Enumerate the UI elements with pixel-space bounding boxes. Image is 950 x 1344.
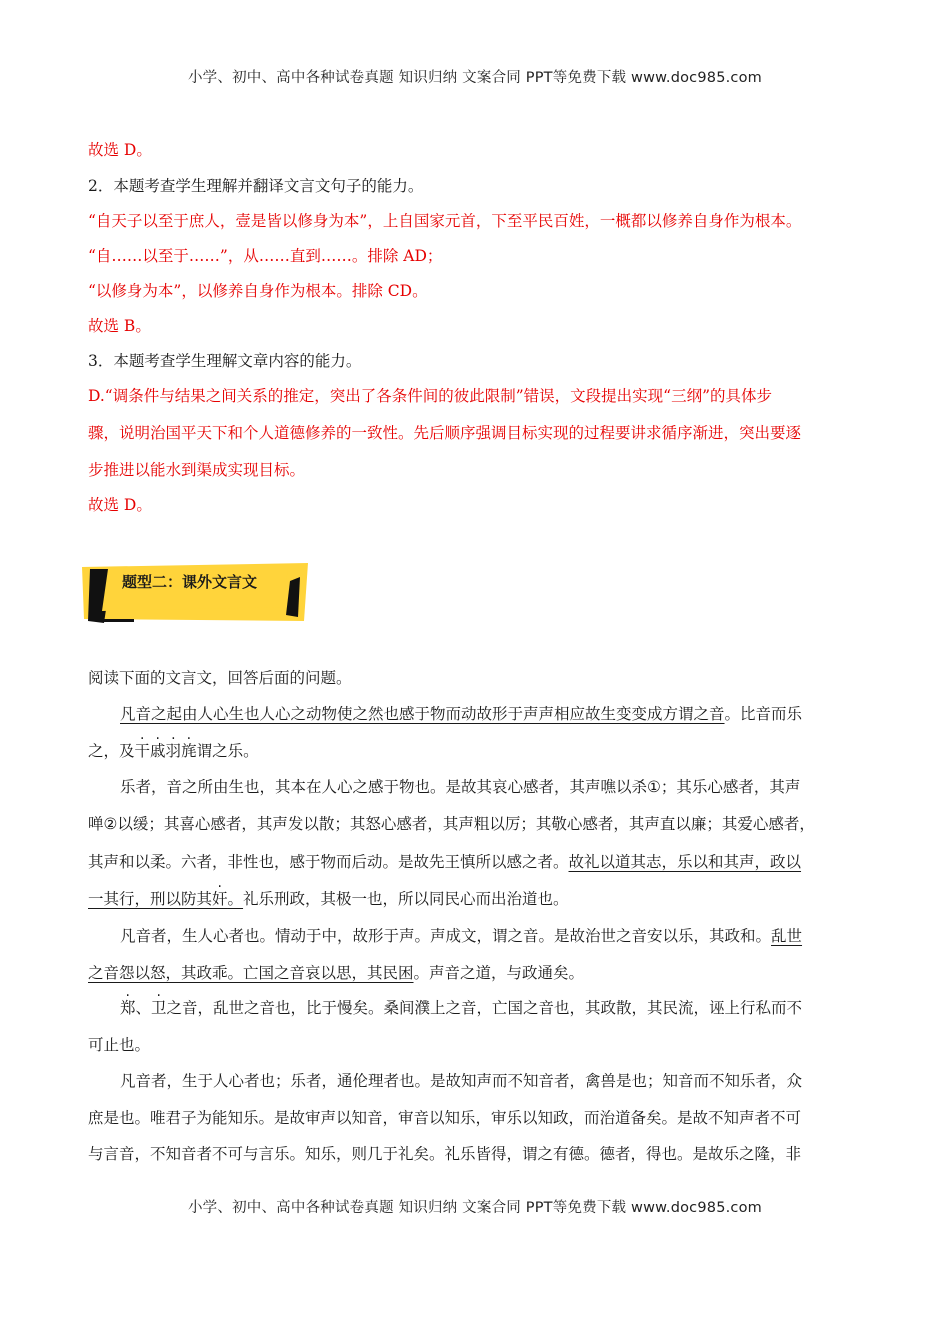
passage-p2-line-2: 啴②以缓；其喜心感者，其声发以散；其怒心感者，其声粗以厉；其敬心感者，其声直以廉；其爱心感者， — [88, 815, 815, 833]
q3-choice: 故选 D。 — [88, 496, 152, 514]
passage-p2-text: 其声和以柔。六者，非性也，感于物而后动。是故先王慎所以感之者。 — [88, 853, 569, 871]
passage-p2-line-4 — [88, 887, 569, 909]
dotted-char: 旄 — [181, 742, 197, 760]
passage-p2-underlined: 一其行，刑以防其 — [88, 890, 213, 908]
passage-p3-underlined: 乱世 — [771, 927, 803, 945]
passage-p4-line-1 — [88, 996, 802, 1018]
q2-title: 2．本题考查学生理解并翻译文言文句子的能力。 — [88, 177, 424, 195]
passage-p2-line-3 — [88, 850, 801, 872]
passage-p2-underlined: 故礼以道其志，乐以和其声，政以 — [568, 853, 802, 871]
passage-p3-underlined: 之音怨以怒，其政乖。亡国之音哀以思，其民困 — [88, 964, 414, 982]
passage-p3-text: 。声音之道，与政通矣。 — [413, 964, 585, 982]
dotted-char: 干 — [134, 742, 151, 760]
dotted-char: 戚 — [150, 742, 166, 760]
passage-p3-line-2 — [88, 961, 584, 983]
q1-choice: 故选 D。 — [88, 141, 152, 159]
passage-p1-end: 谓之乐。 — [196, 742, 259, 760]
page-footer: 小学、初中、高中各种试卷真题 知识归纳 文案合同 PPT等免费下载 www.doc985.com — [187, 1200, 763, 1216]
passage-p3-text: 凡音者，生人心者也。情动于中，故形于声。声成文，谓之音。是故治世之音安以乐，其政和。 — [120, 927, 772, 945]
dotted-char: 奸 — [212, 890, 228, 908]
passage-p2-underlined: 。 — [227, 890, 244, 908]
passage-p1-line-1 — [88, 702, 802, 724]
dotted-char: 羽 — [165, 742, 182, 760]
passage-p1-tail: 。比音而乐 — [724, 705, 803, 723]
passage-p2-line-1: 乐者，音之所由生也，其本在人心之感于物也。是故其哀心感者，其声噍以杀①；其乐心感者，其声 — [120, 778, 801, 796]
q2-line-1: “自天子以至于庶人，壹是皆以修身为本”，上自国家元首，下至平民百姓，一概都以修养自身作为根本。 — [88, 212, 802, 230]
q2-choice: 故选 B。 — [88, 317, 151, 335]
passage-p5-line-3: 与言音，不知音者不可与言乐。知乐，则几于礼矣。礼乐皆得，谓之有德。德者，得也。是故乐之隆，非 — [88, 1145, 802, 1163]
q3-line-1: D.“调条件与结果之间关系的推定，突出了各条件间的彼此限制”错误，文段提出实现“三纲”的具体步 — [88, 387, 773, 405]
passage-p4-text: 之音，乱世之音也，比于慢矣。桑间濮上之音，亡国之音也，其政散，其民流，诬上行私而不 — [166, 999, 803, 1017]
dotted-char: 卫 — [151, 999, 167, 1017]
passage-p1-text: 之，及 — [88, 742, 135, 760]
passage-instruction: 阅读下面的文言文，回答后面的问题。 — [88, 669, 352, 687]
section-title: 题型二：课外文言文 — [122, 573, 258, 591]
passage-p1-underlined: 凡音之起由人心生也人心之动物使之然也感于物而动故形于声声相应故生变变成方谓之音 — [120, 705, 725, 723]
page-header: 小学、初中、高中各种试卷真题 知识归纳 文案合同 PPT等免费下载 www.doc985.com — [187, 70, 763, 86]
passage-p5-line-2: 庶是也。唯君子为能知乐。是故审声以知音，审音以知乐，审乐以知政，而治道备矣。是故不知声者不可 — [88, 1109, 802, 1127]
passage-p4-line-2: 可止也。 — [88, 1036, 151, 1054]
passage-p4-text: 、 — [135, 999, 152, 1017]
q3-line-3: 步推进以能水到渠成实现目标。 — [88, 461, 306, 479]
dotted-char: 郑 — [120, 999, 136, 1017]
passage-p2-text: 礼乐刑政，其极一也，所以同民心而出治道也。 — [243, 890, 569, 908]
section-banner — [82, 563, 308, 623]
q3-title: 3．本题考查学生理解文章内容的能力。 — [88, 352, 362, 370]
passage-p3-line-1 — [88, 924, 802, 946]
q2-line-3: “以修身为本”，以修养自身作为根本。排除 CD。 — [88, 282, 428, 300]
passage-p5-line-1: 凡音者，生于人心者也；乐者，通伦理者也。是故知声而不知音者，禽兽是也；知音而不知乐者，众 — [120, 1072, 803, 1090]
q3-line-2: 骤，说明治国平天下和个人道德修养的一致性。先后顺序强调目标实现的过程要讲求循序渐进，突出要逐 — [88, 424, 802, 442]
passage-p1-line-2 — [88, 739, 259, 761]
q2-line-2: “自……以至于……”，从……直到……。排除 AD； — [88, 247, 443, 265]
